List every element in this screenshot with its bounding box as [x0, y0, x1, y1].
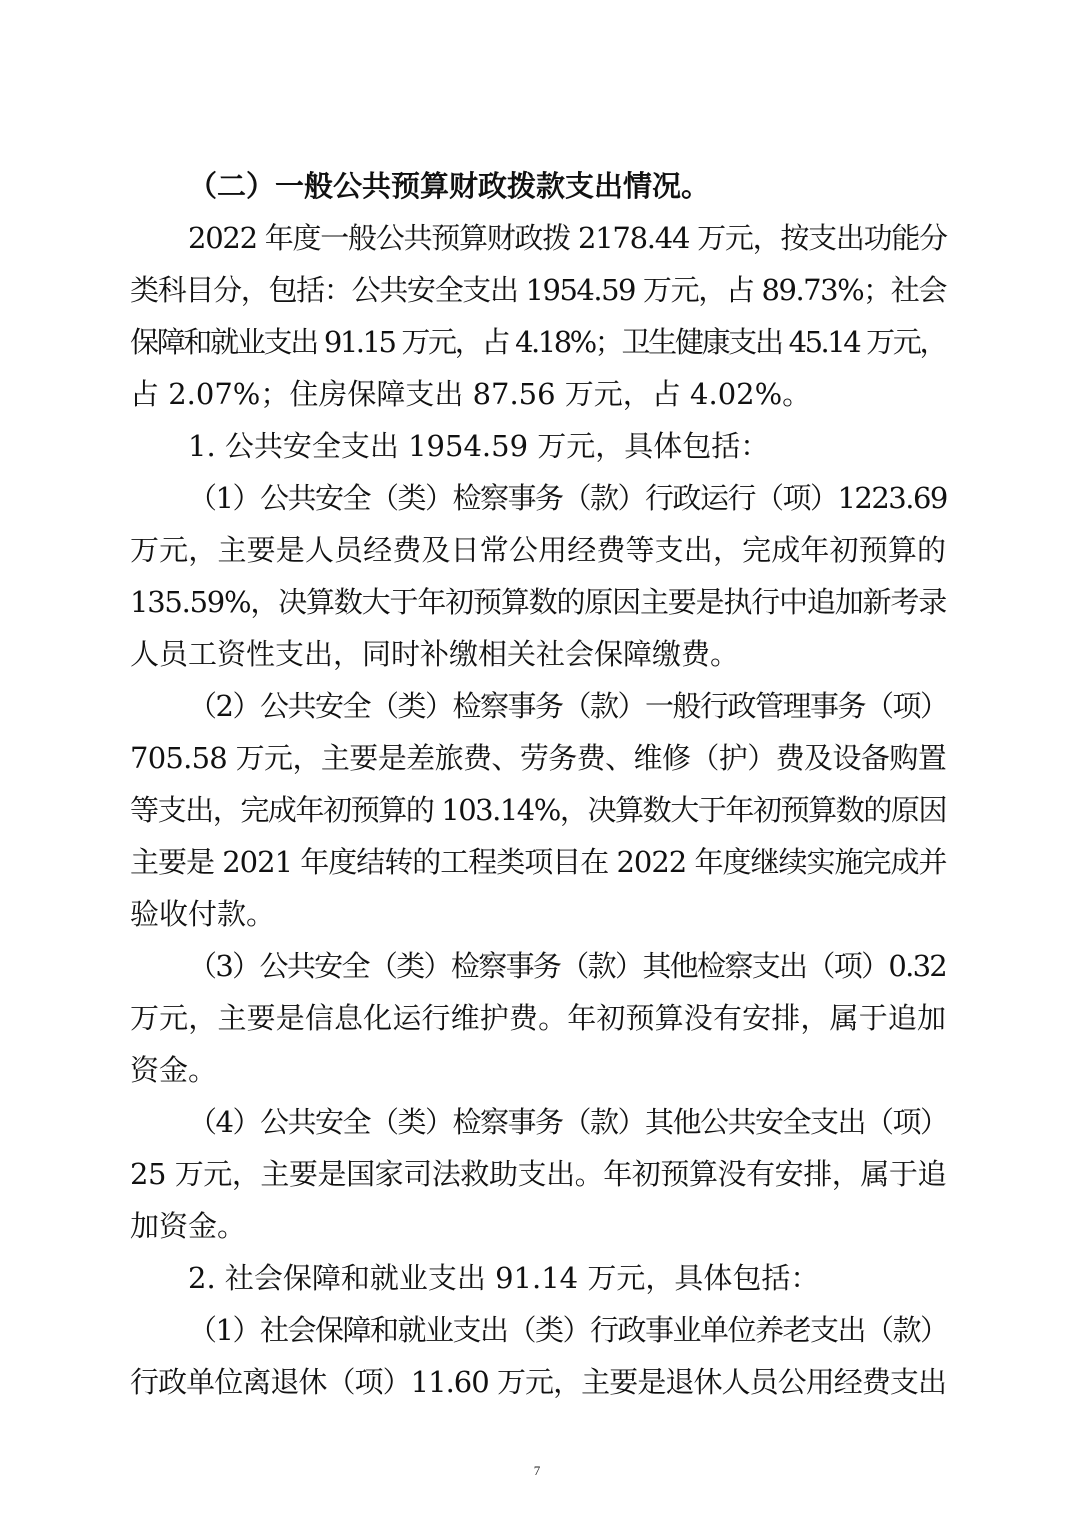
paragraph-social-security-total: [130, 1252, 946, 1304]
text-line: 2. 社会保障和就业支出 91.14 万元，具体包括：: [188, 1261, 820, 1295]
text-line: 资金。: [130, 1053, 218, 1087]
paragraph-other-public-security: [130, 1096, 946, 1252]
paragraph-public-security-total: [130, 420, 946, 472]
section-heading: （二）一般公共预算财政拨款支出情况。: [188, 169, 711, 203]
text-line: （3）公共安全（类）检察事务（款）其他检察支出（项）0.32: [188, 949, 946, 983]
paragraph-retirement: [130, 1304, 946, 1408]
text-line: 135.59%，决算数大于年初预算数的原因主要是执行中追加新考录: [130, 585, 946, 619]
paragraph-other-procuratorial: [130, 940, 946, 1096]
text-line: 人员工资性支出，同时补缴相关社会保障缴费。: [130, 637, 740, 671]
paragraph-general-admin: [130, 680, 946, 940]
text-line: 行政单位离退休（项）11.60 万元，主要是退休人员公用经费支出: [130, 1365, 946, 1399]
text-line: （1）公共安全（类）检察事务（款）行政运行（项）1223.69: [188, 481, 947, 515]
text-line: 万元，主要是信息化运行维护费。年初预算没有安排，属于追加: [130, 1001, 946, 1035]
text-line: 2022 年度一般公共预算财政拨 2178.44 万元，按支出功能分: [188, 221, 947, 255]
text-line: （2）公共安全（类）检察事务（款）一般行政管理事务（项）: [188, 689, 948, 723]
text-line: 类科目分，包括：公共安全支出 1954.59 万元，占 89.73%；社会: [130, 273, 946, 307]
text-line: （1）社会保障和就业支出（类）行政事业单位养老支出（款）: [188, 1313, 948, 1347]
page-number: 7: [533, 1463, 541, 1478]
text-line: 主要是 2021 年度结转的工程类项目在 2022 年度继续实施完成并: [130, 845, 947, 879]
text-line: 等支出，完成年初预算的 103.14%，决算数大于年初预算数的原因: [130, 793, 946, 827]
text-line: 验收付款。: [130, 897, 276, 931]
text-line: 1. 公共安全支出 1954.59 万元，具体包括：: [188, 429, 770, 463]
text-line: 705.58 万元，主要是差旅费、劳务费、维修（护）费及设备购置: [130, 741, 946, 775]
text-line: 保障和就业支出 91.15 万元，占 4.18%；卫生健康支出 45.14 万元，: [130, 325, 946, 359]
text-line: 25 万元，主要是国家司法救助支出。年初预算没有安排，属于追: [130, 1157, 946, 1191]
document-body: [130, 160, 946, 1408]
paragraph-summary: [130, 212, 946, 420]
text-line: 占 2.07%；住房保障支出 87.56 万元，占 4.02%。: [130, 377, 812, 411]
text-line: 万元，主要是人员经费及日常公用经费等支出，完成年初预算的: [130, 533, 946, 567]
text-line: 加资金。: [130, 1209, 247, 1243]
text-line: （4）公共安全（类）检察事务（款）其他公共安全支出（项）: [188, 1105, 948, 1139]
paragraph-admin-operation: [130, 472, 946, 680]
